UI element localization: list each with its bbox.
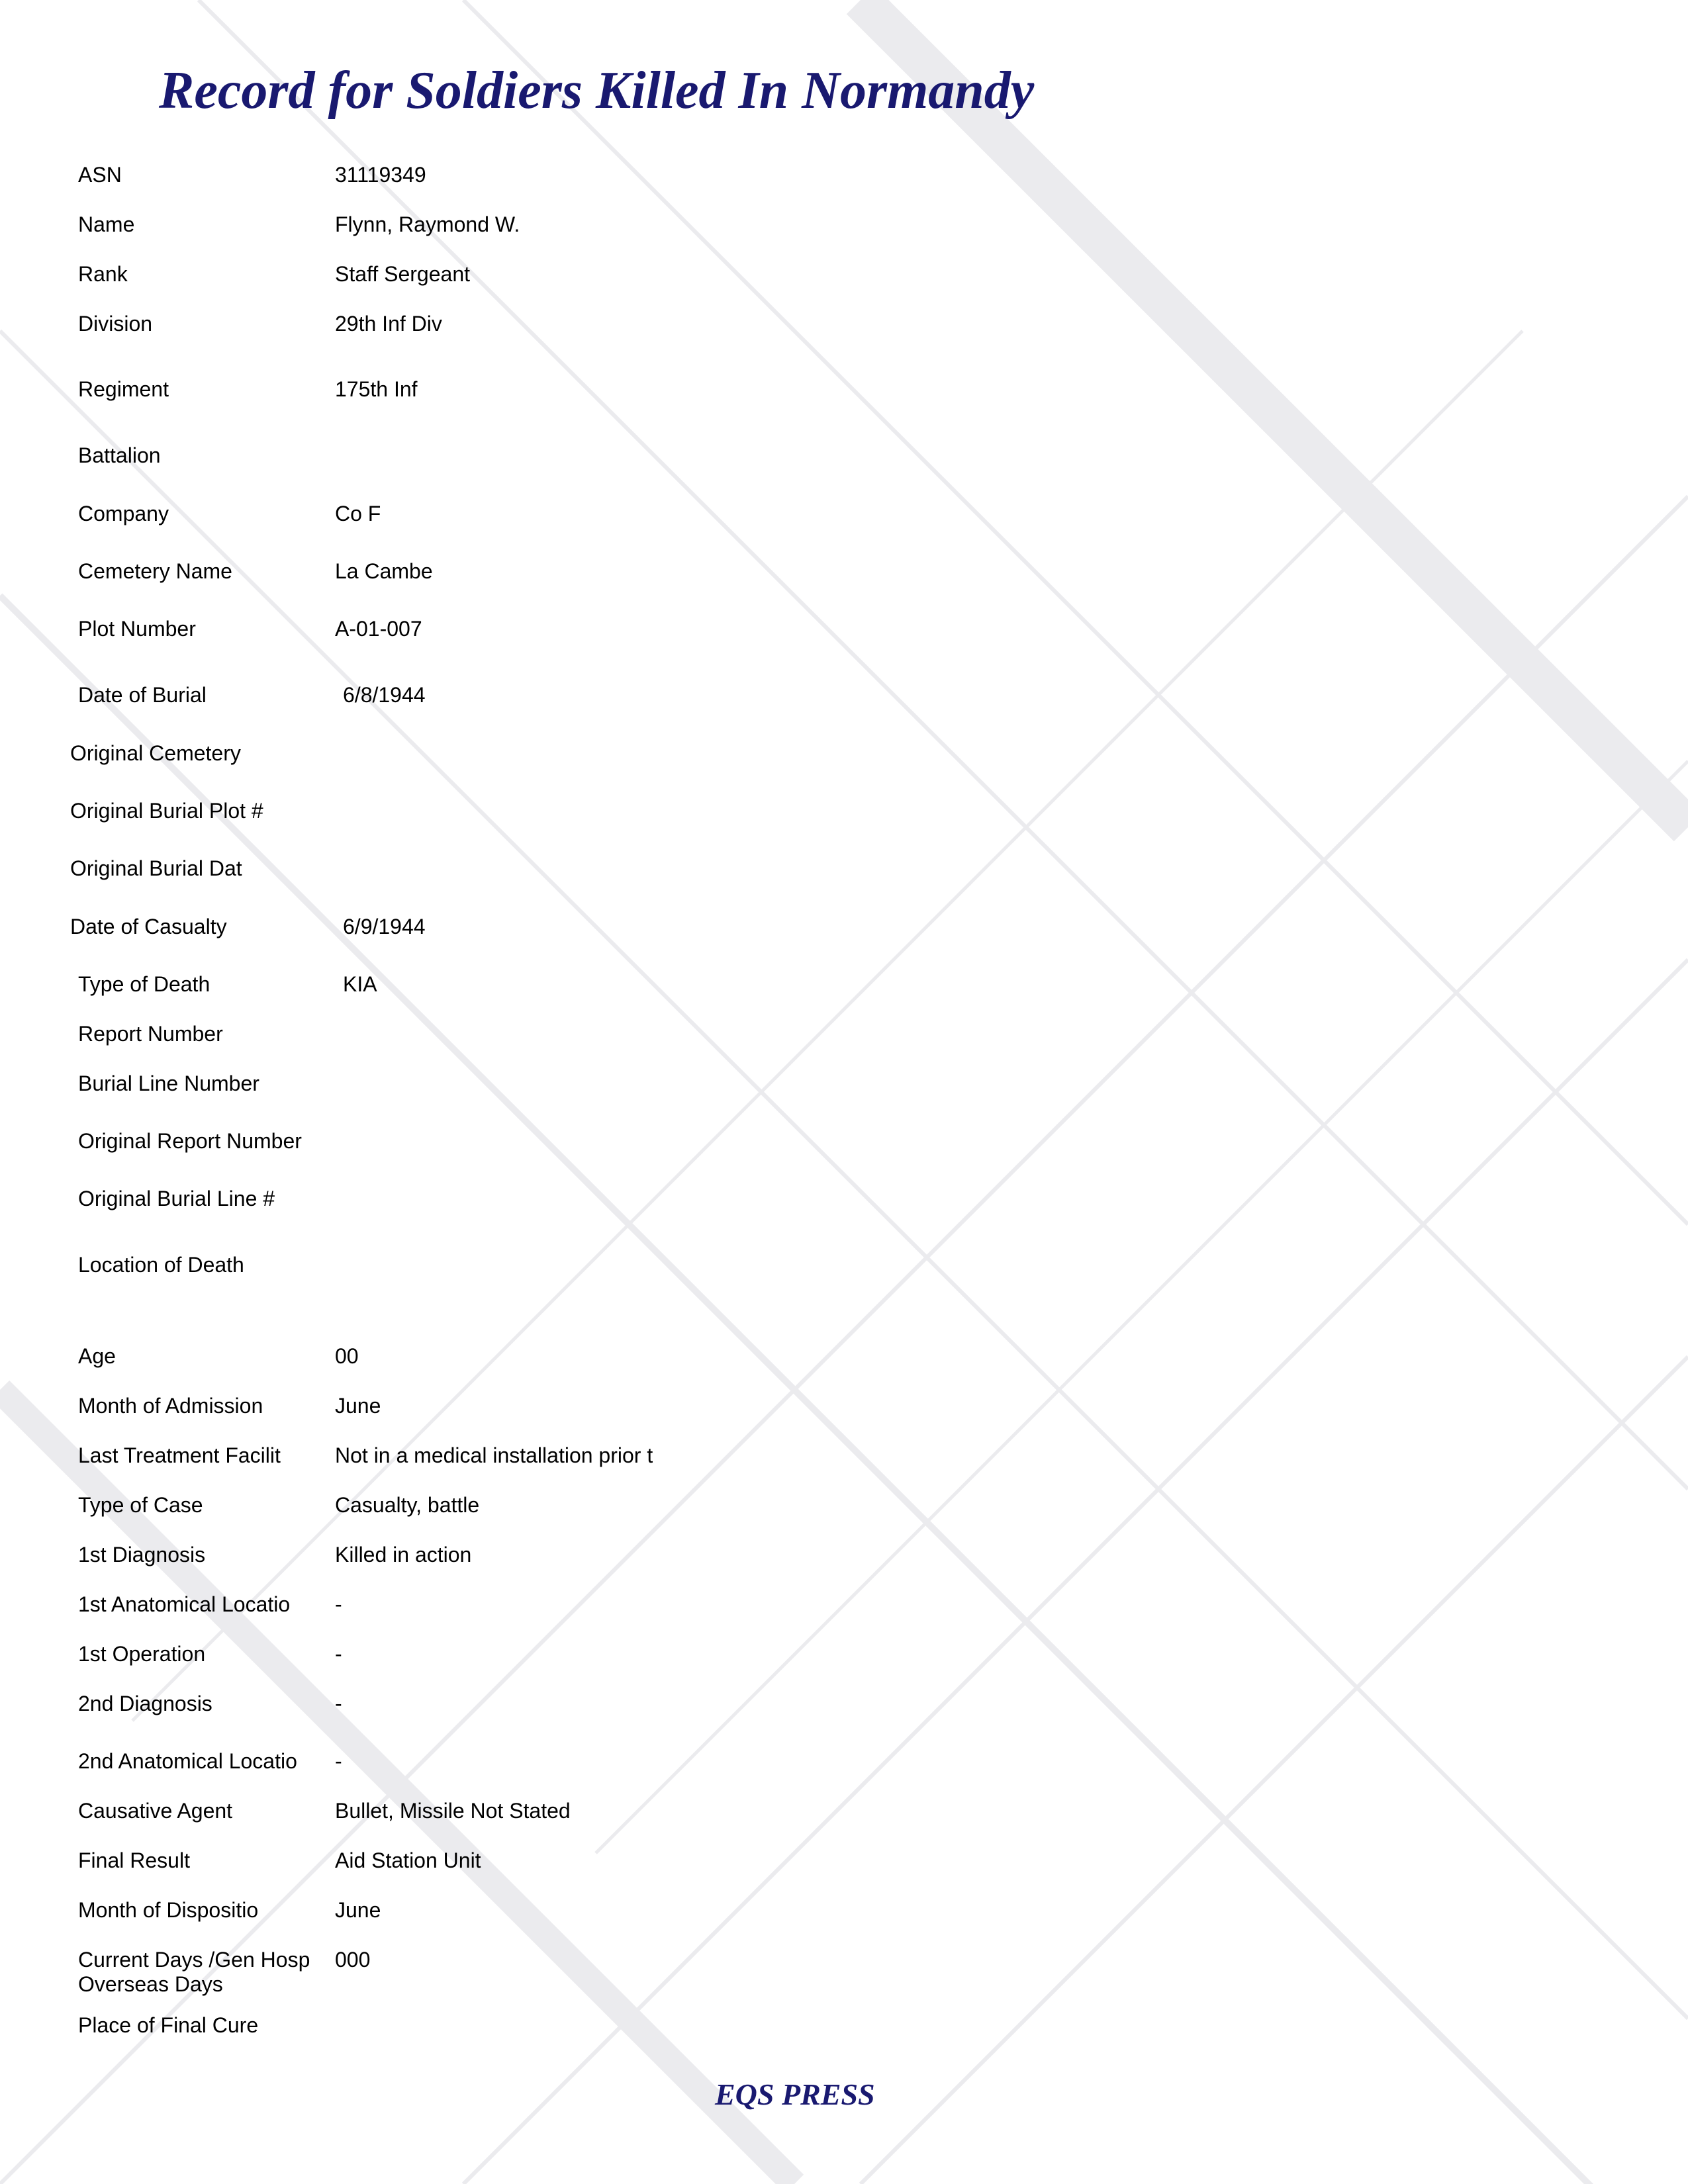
last-treatment-facility-label: Last Treatment Facilit [78,1443,281,1467]
date-of-casualty-label: Date of Casualty [70,915,227,938]
rank-value: Staff Sergeant [335,262,470,286]
original-burial-plot-label: Original Burial Plot # [70,799,263,823]
overseas-days-label: Overseas Days [78,1972,223,1996]
month-of-disposition-label: Month of Dispositio [78,1898,259,1922]
causative-agent-label: Causative Agent [78,1799,233,1823]
page-title: Record for Soldiers Killed In Normandy [159,62,1035,120]
division-label: Division [78,312,153,336]
first-diagnosis-value: Killed in action [335,1543,472,1567]
cemetery-name-label: Cemetery Name [78,559,232,583]
original-report-number-label: Original Report Number [78,1129,302,1153]
burial-line-number-label: Burial Line Number [78,1071,259,1095]
asn-value: 31119349 [335,163,426,187]
age-label: Age [78,1344,116,1368]
second-diagnosis-label: 2nd Diagnosis [78,1692,212,1715]
first-operation-value: - [335,1642,342,1666]
company-label: Company [78,502,169,525]
division-value: 29th Inf Div [335,312,442,336]
first-diagnosis-label: 1st Diagnosis [78,1543,206,1567]
final-result-value: Aid Station Unit [335,1848,481,1872]
report-number-label: Report Number [78,1022,223,1046]
second-diagnosis-value: - [335,1692,342,1715]
second-anatomical-location-value: - [335,1749,342,1773]
date-of-burial-value: 6/8/1944 [343,683,426,707]
causative-agent-value: Bullet, Missile Not Stated [335,1799,571,1823]
current-days-label: Current Days /Gen Hosp [78,1948,310,1972]
first-anatomical-location-label: 1st Anatomical Locatio [78,1592,291,1616]
asn-label: ASN [78,163,122,187]
battalion-label: Battalion [78,443,161,467]
name-value: Flynn, Raymond W. [335,212,520,236]
rank-label: Rank [78,262,128,286]
regiment-value: 175th Inf [335,377,418,401]
original-burial-line-label: Original Burial Line # [78,1187,275,1210]
date-of-burial-label: Date of Burial [78,683,207,707]
cemetery-name-value: La Cambe [335,559,433,583]
location-of-death-label: Location of Death [78,1253,244,1277]
last-treatment-facility-value: Not in a medical installation prior t [335,1443,653,1467]
company-value: Co F [335,502,381,525]
place-of-final-cure-label: Place of Final Cure [78,2013,259,2037]
publisher-footer: EQS PRESS [715,2077,875,2111]
current-days-value: 000 [335,1948,371,1972]
type-of-death-label: Type of Death [78,972,211,996]
date-of-casualty-value: 6/9/1944 [343,915,426,938]
type-of-death-value: KIA [343,972,377,996]
month-of-disposition-value: June [335,1898,381,1922]
first-anatomical-location-value: - [335,1592,342,1616]
type-of-case-value: Casualty, battle [335,1493,480,1517]
regiment-label: Regiment [78,377,169,401]
plot-number-value: A-01-007 [335,617,422,641]
original-cemetery-label: Original Cemetery [70,741,241,765]
plot-number-label: Plot Number [78,617,196,641]
final-result-label: Final Result [78,1848,190,1872]
name-label: Name [78,212,135,236]
type-of-case-label: Type of Case [78,1493,203,1517]
age-value: 00 [335,1344,359,1368]
month-of-admission-value: June [335,1394,381,1418]
first-operation-label: 1st Operation [78,1642,206,1666]
second-anatomical-location-label: 2nd Anatomical Locatio [78,1749,297,1773]
month-of-admission-label: Month of Admission [78,1394,263,1418]
original-burial-date-label: Original Burial Dat [70,856,242,880]
